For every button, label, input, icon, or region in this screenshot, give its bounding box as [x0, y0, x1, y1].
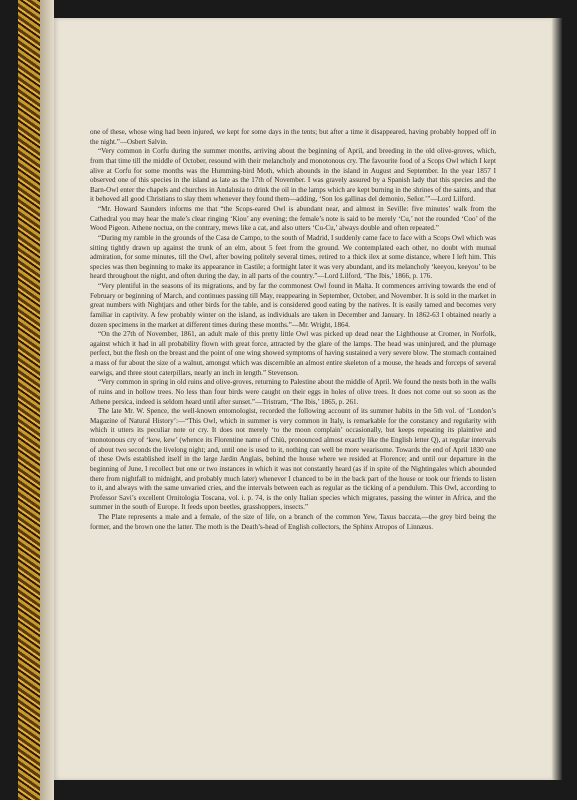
page-edge-shadow [552, 18, 562, 780]
paragraph-5: “Very plentiful in the seasons of its migrations, and by far the commonest Owl found in Malta. It commences arriving towards the end of February or beginning of March, and continues passing till May, reappearing in September, October, and November. It is sold in the market in great numbers with Nightjars and other birds for the table, and is considered good eating by the natives. It is easily tamed and becomes very familiar in captivity. A few probably winter on the island, as individuals are taken in December and January. In 1862-63 I obtained nearly a dozen specimens in the market at different times during these months.”—Mr. Wright, 1864. [90, 282, 496, 329]
book-gutter [40, 0, 54, 800]
paragraph-1: one of these, whose wing had been injured, we kept for some days in the tents; but after a time it disappeared, having probably hopped off in the night.”—Osbert Salvin. [90, 128, 496, 146]
marbled-book-edge [18, 0, 40, 800]
paragraph-2: “Very common in Corfu during the summer months, arriving about the beginning of April, and breeding in the old olive-groves, which, from that time till the middle of October, resound with their melancholy and monotonous cry. The favourite food of a Scops Owl which I kept alive at Corfu for some months was the Humming-bird Moth, which abounds in the island in August and September. In the year 1857 I observed one of this species in the island as late as the 17th of November. I was gravely assured by a Spanish lady that this species and the Barn-Owl enter the chapels and churches in Andalusia to drink the oil in the lamps which are kept burning in the shrines of the saints, and that it behoved all good Christians to slay them whenever they found them—adding, ‘Son los gallinas del demonio, Señor.’”—Lord Lilford. [90, 147, 496, 204]
paragraph-3: “Mr. Howard Saunders informs me that “the Scops-eared Owl is abundant near, and almost in Seville: five minutes’ walk from the Cathedral you may hear the male’s clear ringing ‘Kiou’ any evening; the female’s note is said to be merely ‘Cu,’ not the rounded ‘Coo’ of the Wood Pigeon. Athene noctua, on the contrary, mews like a cat, and also utters ‘Cu-Cu,’ always double and often repeated.” [90, 205, 496, 233]
paragraph-4: “During my ramble in the grounds of the Casa de Campo, to the south of Madrid, I suddenly came face to face with a Scops Owl which was sitting tightly drawn up against the trunk of an elm, about 5 feet from the ground. We contemplated each other, no doubt with mutual admiration, for some minutes, till the Owl, after bowing politely several times, retired to a thick ilex at some distance, where I left him. This species was then beginning to make its appearance in Castile; a fortnight later it was very abundant, and its melancholy ‘keeyou, keeyou’ to be heard throughout the night, and often during the day, in all parts of the country.”—Lord Lilford, ‘The Ibis,’ 1866, p. 176. [90, 233, 496, 281]
paragraph-6: “On the 27th of November, 1861, an adult male of this pretty little Owl was picked up dead near the Lighthouse at Cromer, in Norfolk, against which it had in all probability flown with great force, attracted by the glare of the lamps. The head was uninjured, and the plumage perfect, but the flesh on the breast and the point of one wing showed symptoms of having sustained a very severe blow. The stomach contained a mass of fur about the size of a walnut, amongst which was discernible an almost entire skeleton of a mouse, the heads and forceps of several earwigs, and three stout caterpillars, nearly an inch in length.” Stevenson. [90, 330, 496, 377]
paragraph-8: The late Mr. W. Spence, the well-known entomologist, recorded the following account of its summer habits in the 5th vol. of ‘London’s Magazine of Natural History’:—“This Owl, which in summer is very common in Italy, is remarkable for the constancy and regularity with which it utters its peculiar note or cry. It does not merely ‘to the moon complain’ occasionally, but keeps repeating its plaintive and monotonous cry of ‘kew, kew’ (whence its Florentine name of Chiù, pronounced almost exactly like the English letter Q), at regular intervals of about two seconds the livelong night; and, until one is used to it, nothing can well be more wearisome. Towards the end of April 1830 one of these Owls established itself in the large Jardin Anglais, behind the house where we resided at Florence; and until our departure in the beginning of June, I recollect but one or two instances in which it was not constantly heard (as if in spite of the Nightingales which abounded there from nightfall to midnight, and probably much later) whenever I chanced to be in the back part of the house or took our friends to listen to it, and always with the same unvaried cries, and the intervals between each as regular as the ticking of a pendulum. This Owl, according to Professor Savi’s excellent Ornitologia Toscana, vol. i. p. 74, is the only Italian species which migrates, passing the winter in Africa, and the summer in the south of Europe. It feeds upon beetles, grasshoppers, insects.” [90, 407, 496, 512]
paragraph-9: The Plate represents a male and a female, of the size of life, on a branch of the common Yew, Taxus baccata,—the grey bird being the former, and the brown one the latter. The moth is the Death’s-head of English collectors, the Sphinx Atropos of Linnæus. [90, 513, 496, 531]
paragraph-7: “Very common in spring in old ruins and olive-groves, returning to Palestine about the middle of April. We found the nests both in the walls of ruins and in hollow trees. No less than four birds were caught on their eggs in holes of olive trees. It does not come out so soon as the Athene persica, indeed is seldom heard until after sunset.”—Tristram, ‘The Ibis,’ 1865, p. 261. [90, 378, 496, 406]
page-text-block [90, 128, 496, 728]
